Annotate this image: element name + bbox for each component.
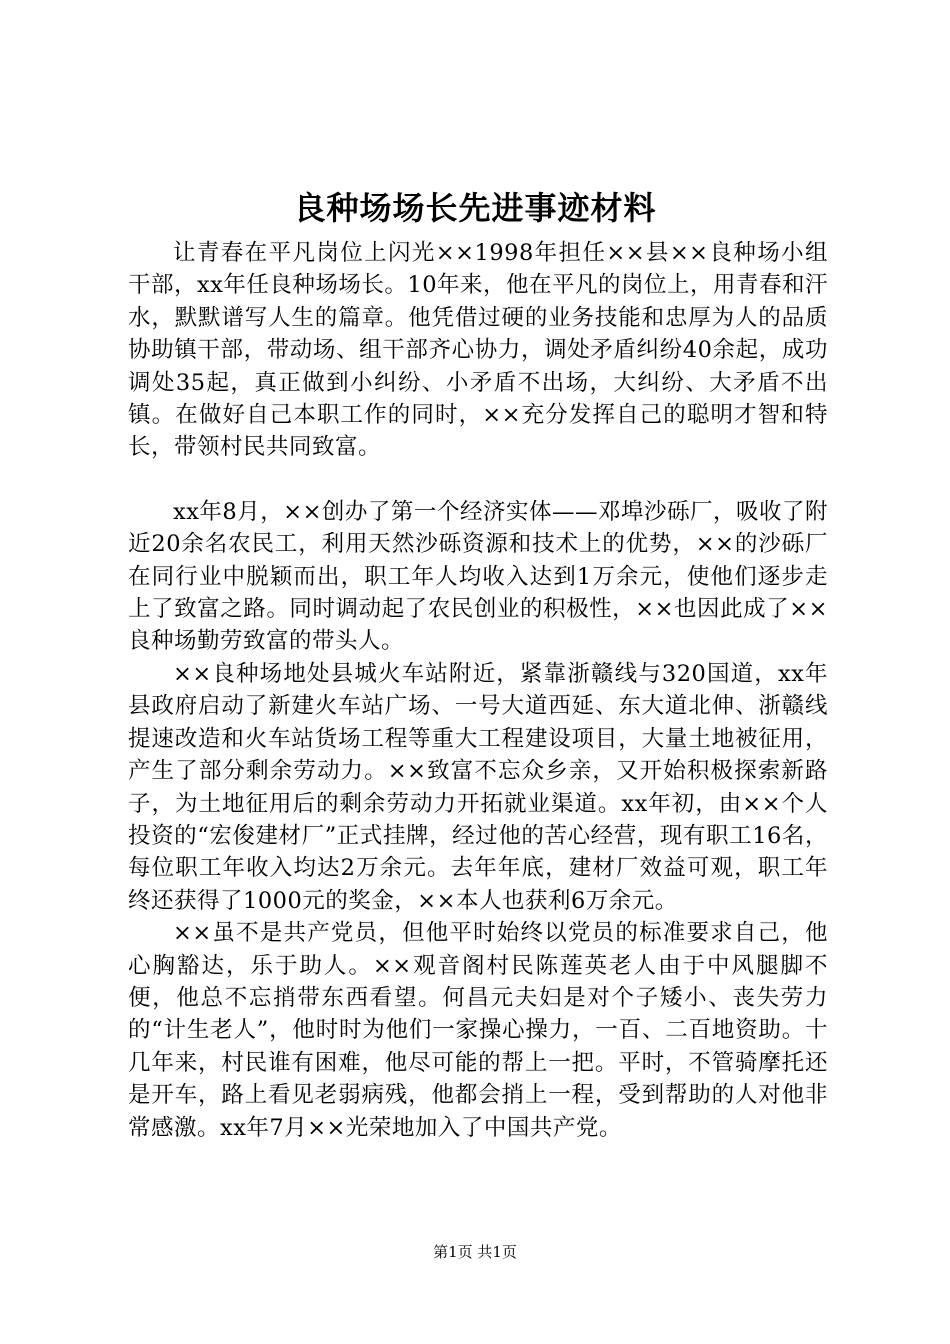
document-body [128, 237, 828, 1144]
paragraph-2: xx年8月，××创办了第一个经济实体——邓埠沙砾厂，吸收了附近20余名农民工，利用天然沙砾资源和技术上的优势，××的沙砾厂在同行业中脱颖而出，职工年人均收入达到1万余元，使他们逐步走上了致富之路。同时调动起了农民创业的积极性，××也因此成了××良种场勤劳致富的带头人。 [128, 498, 828, 655]
page-number-footer: 第1页 共1页 [433, 1243, 517, 1261]
paragraph-4: ××虽不是共产党员，但他平时始终以党员的标准要求自己，他心胸豁达，乐于助人。××观音阁村民陈莲英老人由于中风腿脚不便，他总不忘捎带东西看望。何昌元夫妇是对个子矮小、丧失劳力的“计生老人”，他时时为他们一家操心操力，一百、二百地资助。十几年来，村民谁有困难，他尽可能的帮上一把。平时，不管骑摩托还是开车，路上看见老弱病残，他都会捎上一程，受到帮助的人对他非常感激。xx年7月××光荣地加入了中国共产党。 [128, 920, 828, 1141]
document-title: 良种场场长先进事迹材料 [293, 189, 657, 227]
paragraph-3: ××良种场地处县城火车站附近，紧靠浙赣线与320国道，xx年县政府启动了新建火车站广场、一号大道西延、东大道北伸、浙赣线提速改造和火车站货场工程等重大工程建设项目，大量土地被征用，产生了部分剩余劳动力。××致富不忘众乡亲，又开始积极探索新路子，为土地征用后的剩余劳动力开拓就业渠道。xx年初，由××个人投资的“宏俊建材厂”正式挂牌，经过他的苦心经营，现有职工16名，每位职工年收入均达2万余元。去年年底，建材厂效益可观，职工年终还获得了1000元的奖金，××本人也获利6万余元。 [128, 660, 828, 914]
paragraph-1: 让青春在平凡岗位上闪光××1998年担任××县××良种场小组干部，xx年任良种场场长。10年来，他在平凡的岗位上，用青春和汗水，默默谱写人生的篇章。他凭借过硬的业务技能和忠厚为人的品质协助镇干部，带动场、组干部齐心协力，调处矛盾纠纷40余起，成功调处35起，真正做到小纠纷、小矛盾不出场，大纠纷、大矛盾不出镇。在做好自己本职工作的同时，××充分发挥自己的聪明才智和特长，带领村民共同致富。 [128, 240, 829, 461]
